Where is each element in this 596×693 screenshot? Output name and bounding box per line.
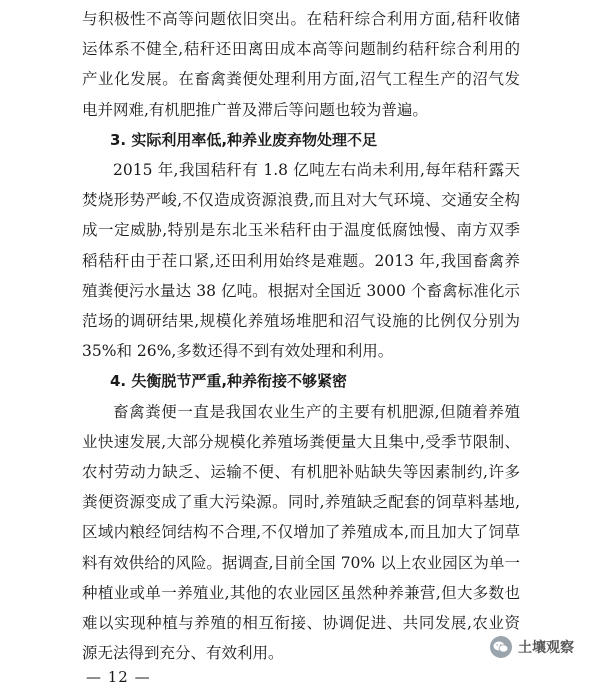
section-heading-4: 4. 失衡脱节严重,种养衔接不够紧密 <box>110 372 348 391</box>
watermark <box>484 634 580 660</box>
watermark-text: 土壤观察 <box>518 640 574 656</box>
page-number: — 12 — <box>86 668 151 686</box>
section-heading-3: 3. 实际利用率低,种养业废弃物处理不足 <box>110 130 378 149</box>
wechat-icon <box>490 636 512 658</box>
body-text <box>82 4 520 668</box>
paragraph-1: 与积极性不高等问题依旧突出。在秸秆综合利用方面,秸秆收储运体系不健全,秸秆还田离田成本高等问题制约秸秆综合利用的产业化发展。在畜禽粪便处理利用方面,沼气工程生产的沼气发电并网难,有机肥推广普及滞后等问题也较为普遍。 <box>82 10 520 119</box>
paragraph-2: 2015 年,我国秸秆有 1.8 亿吨左右尚未利用,每年秸秆露天焚烧形势严峻,不仅造成资源浪费,而且对大气环境、交通安全构成一定威胁,特别是东北玉米秸秆由于温度低腐蚀慢、南方双季稻秸秆由于茬口紧,还田利用始终是难题。2013 年,我国畜禽养殖粪便污水量达 38 亿吨。根据对全国近 3000 个畜禽标准化示范场的调研结果,规模化养殖场堆肥和沼气设施的比例仅分别为 35%和 26%,多数还得不到有效处理和利用。 <box>82 161 520 361</box>
paragraph-3: 畜禽粪便一直是我国农业生产的主要有机肥源,但随着养殖业快速发展,大部分规模化养殖场粪便量大且集中,受季节限制、农村劳动力缺乏、运输不便、有机肥补贴缺失等因素制约,许多粪便资源变成了重大污染源。同时,养殖缺乏配套的饲草料基地,区域内粮经饲结构不合理,不仅增加了养殖成本,而且加大了饲草料有效供给的风险。据调查,目前全国 70% 以上农业园区为单一种植业或单一养殖业,其他的农业园区虽然种养兼营,但大多数也难以实现种植与养殖的相互衔接、协调促进、共同发展,农业资源无法得到充分、有效利用。 <box>82 402 520 663</box>
